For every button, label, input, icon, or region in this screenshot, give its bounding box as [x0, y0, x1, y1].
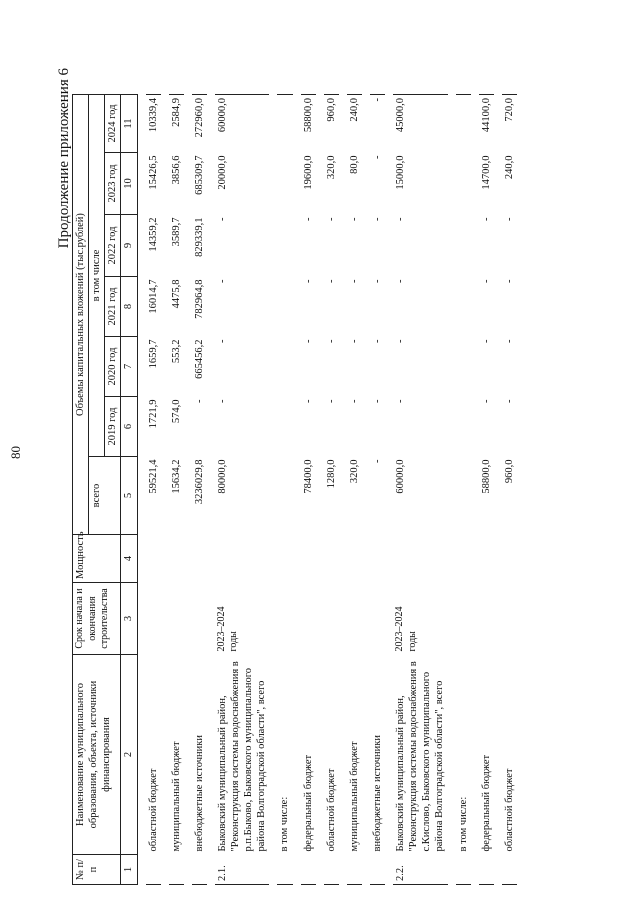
row-capacity: [192, 535, 207, 583]
header-year: 2019 год: [105, 397, 121, 457]
row-year-value: -: [348, 339, 360, 343]
row-total: 60000,0: [395, 459, 406, 494]
table-row: [192, 95, 207, 885]
row-year-value: -: [395, 217, 406, 221]
row-year-value: 14700,0: [480, 155, 492, 190]
row-capacity: [324, 535, 339, 583]
row-year-value: -: [348, 279, 360, 283]
row-year-value: -: [325, 217, 337, 221]
row-name: областной бюджет: [147, 768, 159, 852]
row-year-value: -: [371, 339, 383, 343]
row-year-value: -: [348, 399, 360, 403]
row-year-value: -: [371, 279, 383, 283]
row-capacity: [347, 535, 362, 583]
row-spacer: [494, 95, 502, 885]
spacer-cell: [494, 95, 502, 885]
row-year-value: -: [480, 339, 492, 343]
row-year-value: 240,0: [503, 155, 515, 180]
spacer-cell: [161, 95, 169, 885]
row-year-value: 14359,2: [147, 217, 159, 252]
header-year: 2020 год: [105, 337, 121, 397]
row-name: внебюджетные источники: [193, 734, 205, 852]
row-year-value: -: [302, 339, 314, 343]
table-body: [137, 95, 517, 885]
row-spacer: [362, 95, 370, 885]
row-number: [479, 855, 494, 885]
row-name: Быковский муниципальный район, "Реконструкция системы водоснабжения в р.п.Быково, Быковского муниципального района Волгоградской области", всего: [216, 661, 268, 852]
row-capacity: [301, 535, 316, 583]
row-year-value: -: [348, 217, 360, 221]
row-year-value: -: [371, 399, 383, 403]
row-year-value: 553,2: [170, 339, 182, 364]
table-row: [347, 95, 362, 885]
row-term: [479, 583, 494, 655]
table-row: [301, 95, 316, 885]
row-number: [502, 855, 517, 885]
row-year-value: -: [371, 155, 383, 159]
row-capacity: [215, 535, 270, 583]
row-year-value: 720,0: [502, 95, 517, 153]
row-number: [146, 855, 161, 885]
row-year-value: -: [370, 95, 385, 153]
row-year-value: [456, 95, 471, 153]
row-year-value: -: [302, 399, 314, 403]
row-name: муниципальный бюджет: [170, 741, 182, 852]
row-year-value: [456, 397, 471, 457]
header-year: 2023 год: [105, 153, 121, 215]
table-row: [146, 95, 161, 885]
row-year-value: -: [216, 279, 228, 283]
row-year-value: 829339,1: [193, 217, 205, 257]
row-year-value: [277, 277, 292, 337]
row-year-value: [456, 215, 471, 277]
row-total: -: [371, 459, 383, 463]
spacer-cell: [339, 95, 347, 885]
row-year-value: [277, 397, 292, 457]
row-total: 80000,0: [216, 459, 228, 494]
row-year-value: 272960,0: [192, 95, 207, 153]
row-year-value: 782964,8: [193, 279, 205, 319]
row-term: 2023–2024 годы: [394, 606, 418, 652]
row-year-value: 240,0: [347, 95, 362, 153]
row-name: федеральный бюджет: [480, 754, 492, 852]
row-number: [169, 855, 184, 885]
row-name: федеральный бюджет: [302, 754, 314, 852]
row-spacer: [184, 95, 192, 885]
row-spacer: [293, 95, 301, 885]
header-name: Наименование муниципального образования, объекта, источники финансирования: [73, 655, 121, 855]
table-row: [215, 95, 270, 885]
row-year-value: -: [395, 399, 406, 403]
spacer-cell: [316, 95, 324, 885]
row-total: 1280,0: [325, 459, 337, 489]
header-incl: в том числе: [89, 95, 105, 457]
row-year-value: [277, 153, 292, 215]
row-year-value: [277, 337, 292, 397]
row-spacer: [385, 95, 393, 885]
row-total: 59521,4: [147, 459, 159, 494]
spacer-cell: [137, 95, 146, 885]
table-row: [393, 95, 448, 885]
row-name: внебюджетные источники: [371, 734, 383, 852]
row-name: Быковский муниципальный район, "Реконструкция системы водоснабжения в с.Кислово, Быковского муниципального района Волгоградской области", всего: [395, 661, 446, 852]
row-year-value: 45000,0: [393, 95, 448, 153]
row-year-value: -: [193, 399, 205, 403]
row-year-value: 665456,2: [193, 339, 205, 379]
row-capacity: [479, 535, 494, 583]
row-year-value: -: [503, 339, 515, 343]
row-name: в том числе:: [457, 796, 469, 852]
row-year-value: -: [503, 399, 515, 403]
header-volume: Объемы капитальных вложений (тыс.рублей): [73, 95, 89, 535]
row-capacity: [393, 535, 448, 583]
row-total: 15634,2: [170, 459, 182, 494]
header-term: Срок начала и окончания строительства: [73, 583, 121, 655]
header-year: 2022 год: [105, 215, 121, 277]
row-spacer: [339, 95, 347, 885]
row-term: [456, 583, 471, 655]
spacer-cell: [448, 95, 456, 885]
row-spacer: [269, 95, 277, 885]
row-number: [370, 855, 385, 885]
row-spacer: [448, 95, 456, 885]
row-number: [456, 855, 471, 885]
table-row: [169, 95, 184, 885]
col-number: 1: [121, 855, 137, 885]
row-year-value: -: [480, 279, 492, 283]
row-year-value: 4475,8: [170, 279, 182, 309]
row-year-value: [277, 215, 292, 277]
row-spacer: [471, 95, 479, 885]
row-year-value: 20000,0: [216, 155, 228, 190]
row-year-value: 3856,6: [170, 155, 182, 185]
row-year-value: 80,0: [348, 155, 360, 174]
row-total: [456, 457, 471, 535]
col-number: 10: [121, 153, 137, 215]
table-row: [370, 95, 385, 885]
row-year-value: 1659,7: [147, 339, 159, 369]
row-total: 3236029,8: [193, 459, 205, 505]
row-year-value: -: [325, 339, 337, 343]
row-year-value: 1721,9: [147, 399, 159, 429]
table-row: [479, 95, 494, 885]
row-capacity: [169, 535, 184, 583]
row-year-value: -: [325, 399, 337, 403]
col-number: 6: [121, 397, 137, 457]
row-term: [301, 583, 316, 655]
row-term: [192, 583, 207, 655]
row-total: [277, 457, 292, 535]
row-spacer: [316, 95, 324, 885]
row-term: [502, 583, 517, 655]
row-number: [347, 855, 362, 885]
appendix-title: Продолжение приложения 6: [56, 68, 72, 249]
row-year-value: 2584,9: [169, 95, 184, 153]
table-row: [324, 95, 339, 885]
spacer-cell: [293, 95, 301, 885]
header-num: № п/п: [73, 855, 121, 885]
row-number: [192, 855, 207, 885]
table-row: [277, 95, 292, 885]
row-year-value: -: [503, 217, 515, 221]
row-year-value: -: [503, 279, 515, 283]
header-year: 2021 год: [105, 277, 121, 337]
row-name: муниципальный бюджет: [348, 741, 360, 852]
spacer-cell: [184, 95, 192, 885]
col-number: 11: [121, 95, 137, 153]
spacer-cell: [269, 95, 277, 885]
row-year-value: 320,0: [325, 155, 337, 180]
row-year-value: 3589,7: [170, 217, 182, 247]
row-year-value: 16014,7: [147, 279, 159, 314]
row-year-value: 960,0: [324, 95, 339, 153]
header-year: 2024 год: [105, 95, 121, 153]
row-capacity: [370, 535, 385, 583]
row-name: в том числе:: [279, 796, 291, 852]
row-year-value: 10339,4: [146, 95, 161, 153]
spacer-cell: [362, 95, 370, 885]
row-year-value: 15426,5: [147, 155, 159, 190]
row-term: [146, 583, 161, 655]
header-total: всего: [89, 457, 121, 535]
col-number: 4: [121, 535, 137, 583]
row-year-value: -: [480, 217, 492, 221]
row-year-value: -: [325, 279, 337, 283]
row-number: [277, 855, 292, 885]
row-capacity: [277, 535, 292, 583]
row-year-value: -: [480, 399, 492, 403]
row-year-value: -: [216, 339, 228, 343]
row-year-value: [456, 277, 471, 337]
row-total: 58800,0: [480, 459, 492, 494]
col-number: 3: [121, 583, 137, 655]
row-year-value: -: [395, 339, 406, 343]
row-number: [301, 855, 316, 885]
row-year-value: 15000,0: [395, 155, 406, 190]
row-year-value: 60000,0: [215, 95, 270, 153]
row-year-value: -: [216, 217, 228, 221]
col-number: 2: [121, 655, 137, 855]
row-year-value: -: [216, 399, 228, 403]
row-number: 2.2.: [393, 855, 448, 885]
row-total: 320,0: [348, 459, 360, 484]
table-row: [456, 95, 471, 885]
spacer-cell: [207, 95, 215, 885]
header-capacity: Мощность: [73, 535, 121, 583]
row-name: областной бюджет: [503, 768, 515, 852]
row-total: 960,0: [503, 459, 515, 484]
row-term: 2023–2024 годы: [215, 606, 240, 652]
row-year-value: [456, 153, 471, 215]
spacer-cell: [471, 95, 479, 885]
row-capacity: [456, 535, 471, 583]
row-term: [324, 583, 339, 655]
row-year-value: 58800,0: [301, 95, 316, 153]
row-spacer: [161, 95, 169, 885]
spacer-cell: [385, 95, 393, 885]
row-year-value: -: [395, 279, 406, 283]
capital-investment-table: [72, 94, 517, 885]
row-name: областной бюджет: [325, 768, 337, 852]
page-number: 80: [8, 446, 23, 459]
row-number: [324, 855, 339, 885]
row-term: [370, 583, 385, 655]
row-year-value: 44100,0: [479, 95, 494, 153]
row-spacer: [137, 95, 146, 885]
row-spacer: [207, 95, 215, 885]
row-term: [277, 583, 292, 655]
row-year-value: 685309,7: [193, 155, 205, 195]
row-term: [347, 583, 362, 655]
col-number: 5: [121, 457, 137, 535]
row-capacity: [146, 535, 161, 583]
row-capacity: [502, 535, 517, 583]
row-year-value: -: [371, 217, 383, 221]
col-number: 7: [121, 337, 137, 397]
row-year-value: 574,0: [170, 399, 182, 424]
col-number: 9: [121, 215, 137, 277]
row-term: [169, 583, 184, 655]
table-row: [502, 95, 517, 885]
row-total: 78400,0: [302, 459, 314, 494]
row-number: 2.1.: [215, 855, 270, 885]
col-number: 8: [121, 277, 137, 337]
row-year-value: [456, 337, 471, 397]
row-year-value: -: [302, 217, 314, 221]
row-year-value: [277, 95, 292, 153]
row-year-value: 19600,0: [302, 155, 314, 190]
row-year-value: -: [302, 279, 314, 283]
